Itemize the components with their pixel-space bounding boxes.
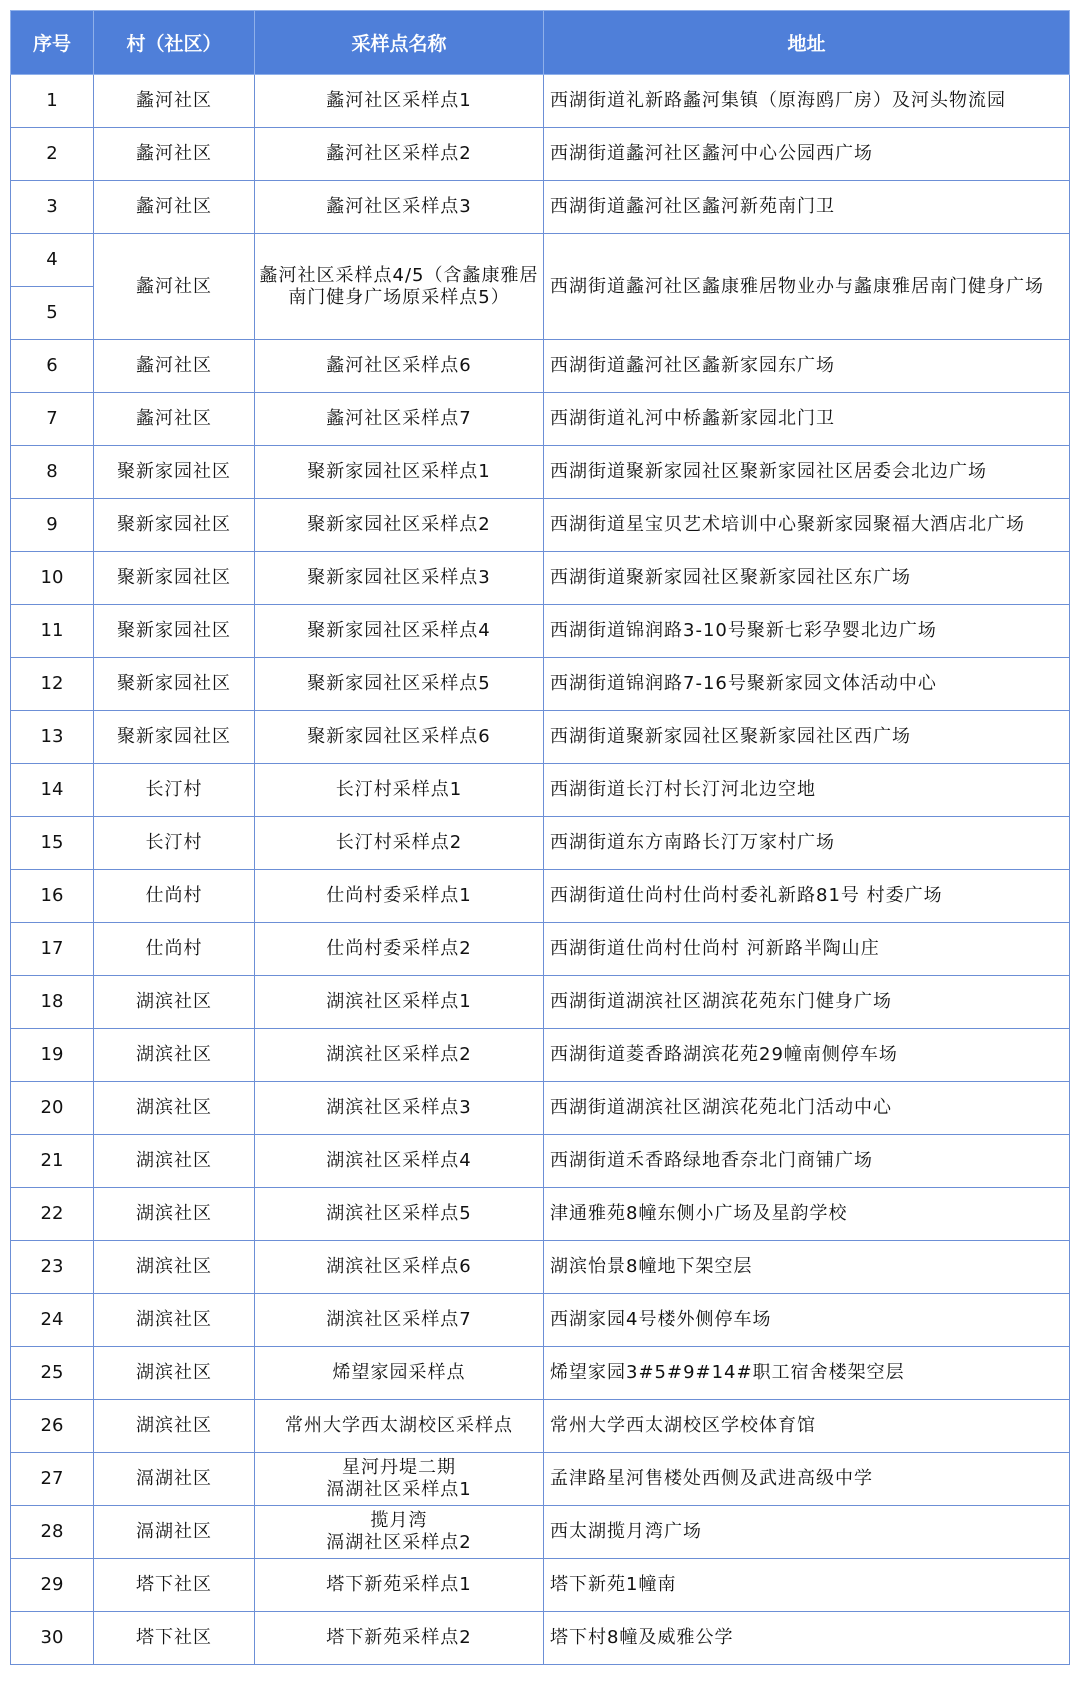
cell-community: 湖滨社区 — [94, 1188, 255, 1241]
cell-site-name: 蠡河社区采样点4/5（含蠡康雅居南门健身广场原采样点5） — [255, 234, 544, 340]
cell-community: 蠡河社区 — [94, 128, 255, 181]
table-row — [11, 75, 1070, 128]
cell-site-name: 湖滨社区采样点4 — [255, 1135, 544, 1188]
table-row — [11, 1188, 1070, 1241]
cell-community: 聚新家园社区 — [94, 446, 255, 499]
cell-site-name: 蠡河社区采样点3 — [255, 181, 544, 234]
cell-community: 蠡河社区 — [94, 234, 255, 340]
cell-site-name: 蠡河社区采样点1 — [255, 75, 544, 128]
cell-site-name: 聚新家园社区采样点5 — [255, 658, 544, 711]
cell-address: 西湖街道聚新家园社区聚新家园社区东广场 — [544, 552, 1070, 605]
table-row — [11, 1400, 1070, 1453]
table-row — [11, 1559, 1070, 1612]
cell-address: 西湖街道湖滨社区湖滨花苑北门活动中心 — [544, 1082, 1070, 1135]
cell-community: 长汀村 — [94, 817, 255, 870]
cell-site-name: 长汀村采样点1 — [255, 764, 544, 817]
header-row — [11, 11, 1070, 75]
cell-number: 26 — [11, 1400, 94, 1453]
cell-number: 29 — [11, 1559, 94, 1612]
cell-number: 17 — [11, 923, 94, 976]
cell-number: 8 — [11, 446, 94, 499]
cell-number: 2 — [11, 128, 94, 181]
table-row — [11, 552, 1070, 605]
table-row — [11, 658, 1070, 711]
cell-address: 西湖街道礼河中桥蠡新家园北门卫 — [544, 393, 1070, 446]
header-address: 地址 — [544, 11, 1070, 75]
cell-community: 滆湖社区 — [94, 1506, 255, 1559]
table-row — [11, 817, 1070, 870]
cell-community: 聚新家园社区 — [94, 605, 255, 658]
table-body — [11, 75, 1070, 1665]
cell-site-name: 蠡河社区采样点7 — [255, 393, 544, 446]
cell-number: 22 — [11, 1188, 94, 1241]
cell-number: 9 — [11, 499, 94, 552]
cell-address: 津通雅苑8幢东侧小广场及星韵学校 — [544, 1188, 1070, 1241]
table-row — [11, 1082, 1070, 1135]
cell-site-name: 常州大学西太湖校区采样点 — [255, 1400, 544, 1453]
cell-community: 蠡河社区 — [94, 340, 255, 393]
cell-site-name: 蠡河社区采样点6 — [255, 340, 544, 393]
table-row — [11, 711, 1070, 764]
table-row — [11, 764, 1070, 817]
cell-community: 湖滨社区 — [94, 1029, 255, 1082]
cell-address: 西湖街道蠡河社区蠡康雅居物业办与蠡康雅居南门健身广场 — [544, 234, 1070, 340]
table-row — [11, 923, 1070, 976]
cell-number: 19 — [11, 1029, 94, 1082]
cell-address: 西湖街道湖滨社区湖滨花苑东门健身广场 — [544, 976, 1070, 1029]
cell-site-name: 湖滨社区采样点5 — [255, 1188, 544, 1241]
cell-address: 西湖街道聚新家园社区聚新家园社区居委会北边广场 — [544, 446, 1070, 499]
cell-number: 4 — [11, 234, 94, 287]
cell-community: 滆湖社区 — [94, 1453, 255, 1506]
table-row — [11, 1506, 1070, 1559]
cell-community: 仕尚村 — [94, 870, 255, 923]
cell-address: 西湖街道禾香路绿地香奈北门商铺广场 — [544, 1135, 1070, 1188]
cell-address: 西湖街道长汀村长汀河北边空地 — [544, 764, 1070, 817]
table-row — [11, 1029, 1070, 1082]
cell-site-name: 星河丹堤二期 滆湖社区采样点1 — [255, 1453, 544, 1506]
cell-community: 聚新家园社区 — [94, 499, 255, 552]
cell-site-name: 塔下新苑采样点2 — [255, 1612, 544, 1665]
table-row — [11, 1612, 1070, 1665]
cell-address: 西湖家园4号楼外侧停车场 — [544, 1294, 1070, 1347]
cell-number: 30 — [11, 1612, 94, 1665]
cell-number: 13 — [11, 711, 94, 764]
cell-site-name: 湖滨社区采样点6 — [255, 1241, 544, 1294]
cell-address: 常州大学西太湖校区学校体育馆 — [544, 1400, 1070, 1453]
cell-site-name: 湖滨社区采样点3 — [255, 1082, 544, 1135]
cell-address: 西湖街道锦润路3-10号聚新七彩孕婴北边广场 — [544, 605, 1070, 658]
table-row — [11, 499, 1070, 552]
cell-community: 塔下社区 — [94, 1559, 255, 1612]
cell-community: 湖滨社区 — [94, 976, 255, 1029]
cell-number: 27 — [11, 1453, 94, 1506]
cell-number: 15 — [11, 817, 94, 870]
table-row — [11, 870, 1070, 923]
cell-site-name: 聚新家园社区采样点3 — [255, 552, 544, 605]
table-row — [11, 181, 1070, 234]
cell-address: 烯望家园3#5#9#14#职工宿舍楼架空层 — [544, 1347, 1070, 1400]
cell-number: 24 — [11, 1294, 94, 1347]
cell-address: 西湖街道仕尚村仕尚村 河新路半陶山庄 — [544, 923, 1070, 976]
cell-number: 23 — [11, 1241, 94, 1294]
table-row — [11, 340, 1070, 393]
cell-community: 湖滨社区 — [94, 1347, 255, 1400]
table-row — [11, 446, 1070, 499]
header-site-name: 采样点名称 — [255, 11, 544, 75]
table-row — [11, 976, 1070, 1029]
cell-community: 聚新家园社区 — [94, 658, 255, 711]
cell-community: 仕尚村 — [94, 923, 255, 976]
table-row — [11, 234, 1070, 287]
cell-community: 湖滨社区 — [94, 1135, 255, 1188]
cell-address: 西湖街道蠡河社区蠡河中心公园西广场 — [544, 128, 1070, 181]
cell-address: 塔下新苑1幢南 — [544, 1559, 1070, 1612]
sampling-site-table — [10, 10, 1070, 1665]
cell-address: 西湖街道锦润路7-16号聚新家园文体活动中心 — [544, 658, 1070, 711]
cell-community: 塔下社区 — [94, 1612, 255, 1665]
cell-number: 28 — [11, 1506, 94, 1559]
cell-address: 西湖街道东方南路长汀万家村广场 — [544, 817, 1070, 870]
cell-number: 1 — [11, 75, 94, 128]
cell-site-name: 揽月湾 滆湖社区采样点2 — [255, 1506, 544, 1559]
cell-number: 7 — [11, 393, 94, 446]
cell-site-name: 湖滨社区采样点2 — [255, 1029, 544, 1082]
cell-number: 12 — [11, 658, 94, 711]
sampling-site-table-container — [10, 10, 1069, 1665]
cell-number: 25 — [11, 1347, 94, 1400]
cell-number: 11 — [11, 605, 94, 658]
cell-site-name: 塔下新苑采样点1 — [255, 1559, 544, 1612]
cell-number: 18 — [11, 976, 94, 1029]
cell-address: 孟津路星河售楼处西侧及武进高级中学 — [544, 1453, 1070, 1506]
cell-number: 20 — [11, 1082, 94, 1135]
cell-community: 蠡河社区 — [94, 181, 255, 234]
cell-number: 10 — [11, 552, 94, 605]
cell-address: 西湖街道蠡河社区蠡河新苑南门卫 — [544, 181, 1070, 234]
cell-community: 湖滨社区 — [94, 1241, 255, 1294]
cell-address: 西太湖揽月湾广场 — [544, 1506, 1070, 1559]
cell-address: 西湖街道礼新路蠡河集镇（原海鸥厂房）及河头物流园 — [544, 75, 1070, 128]
cell-number: 6 — [11, 340, 94, 393]
cell-address: 西湖街道蠡河社区蠡新家园东广场 — [544, 340, 1070, 393]
cell-community: 湖滨社区 — [94, 1400, 255, 1453]
cell-number: 16 — [11, 870, 94, 923]
cell-community: 蠡河社区 — [94, 393, 255, 446]
table-row — [11, 1347, 1070, 1400]
cell-community: 湖滨社区 — [94, 1294, 255, 1347]
cell-community: 聚新家园社区 — [94, 552, 255, 605]
cell-number: 3 — [11, 181, 94, 234]
cell-address: 湖滨怡景8幢地下架空层 — [544, 1241, 1070, 1294]
cell-community: 湖滨社区 — [94, 1082, 255, 1135]
cell-site-name: 蠡河社区采样点2 — [255, 128, 544, 181]
cell-site-name: 聚新家园社区采样点1 — [255, 446, 544, 499]
table-row — [11, 1453, 1070, 1506]
cell-site-name: 仕尚村委采样点1 — [255, 870, 544, 923]
cell-site-name: 湖滨社区采样点1 — [255, 976, 544, 1029]
cell-site-name: 聚新家园社区采样点4 — [255, 605, 544, 658]
table-row — [11, 128, 1070, 181]
cell-community: 聚新家园社区 — [94, 711, 255, 764]
cell-community: 蠡河社区 — [94, 75, 255, 128]
cell-site-name: 聚新家园社区采样点6 — [255, 711, 544, 764]
cell-site-name: 湖滨社区采样点7 — [255, 1294, 544, 1347]
cell-address: 塔下村8幢及威雅公学 — [544, 1612, 1070, 1665]
header-number: 序号 — [11, 11, 94, 75]
cell-address: 西湖街道星宝贝艺术培训中心聚新家园聚福大酒店北广场 — [544, 499, 1070, 552]
cell-community: 长汀村 — [94, 764, 255, 817]
table-row — [11, 393, 1070, 446]
table-row — [11, 1241, 1070, 1294]
table-row — [11, 605, 1070, 658]
cell-site-name: 长汀村采样点2 — [255, 817, 544, 870]
cell-site-name: 烯望家园采样点 — [255, 1347, 544, 1400]
header-community: 村（社区） — [94, 11, 255, 75]
table-row — [11, 1135, 1070, 1188]
cell-address: 西湖街道聚新家园社区聚新家园社区西广场 — [544, 711, 1070, 764]
cell-address: 西湖街道菱香路湖滨花苑29幢南侧停车场 — [544, 1029, 1070, 1082]
cell-site-name: 仕尚村委采样点2 — [255, 923, 544, 976]
cell-number: 14 — [11, 764, 94, 817]
cell-site-name: 聚新家园社区采样点2 — [255, 499, 544, 552]
table-row — [11, 1294, 1070, 1347]
cell-number: 21 — [11, 1135, 94, 1188]
cell-address: 西湖街道仕尚村仕尚村委礼新路81号 村委广场 — [544, 870, 1070, 923]
cell-number: 5 — [11, 287, 94, 340]
